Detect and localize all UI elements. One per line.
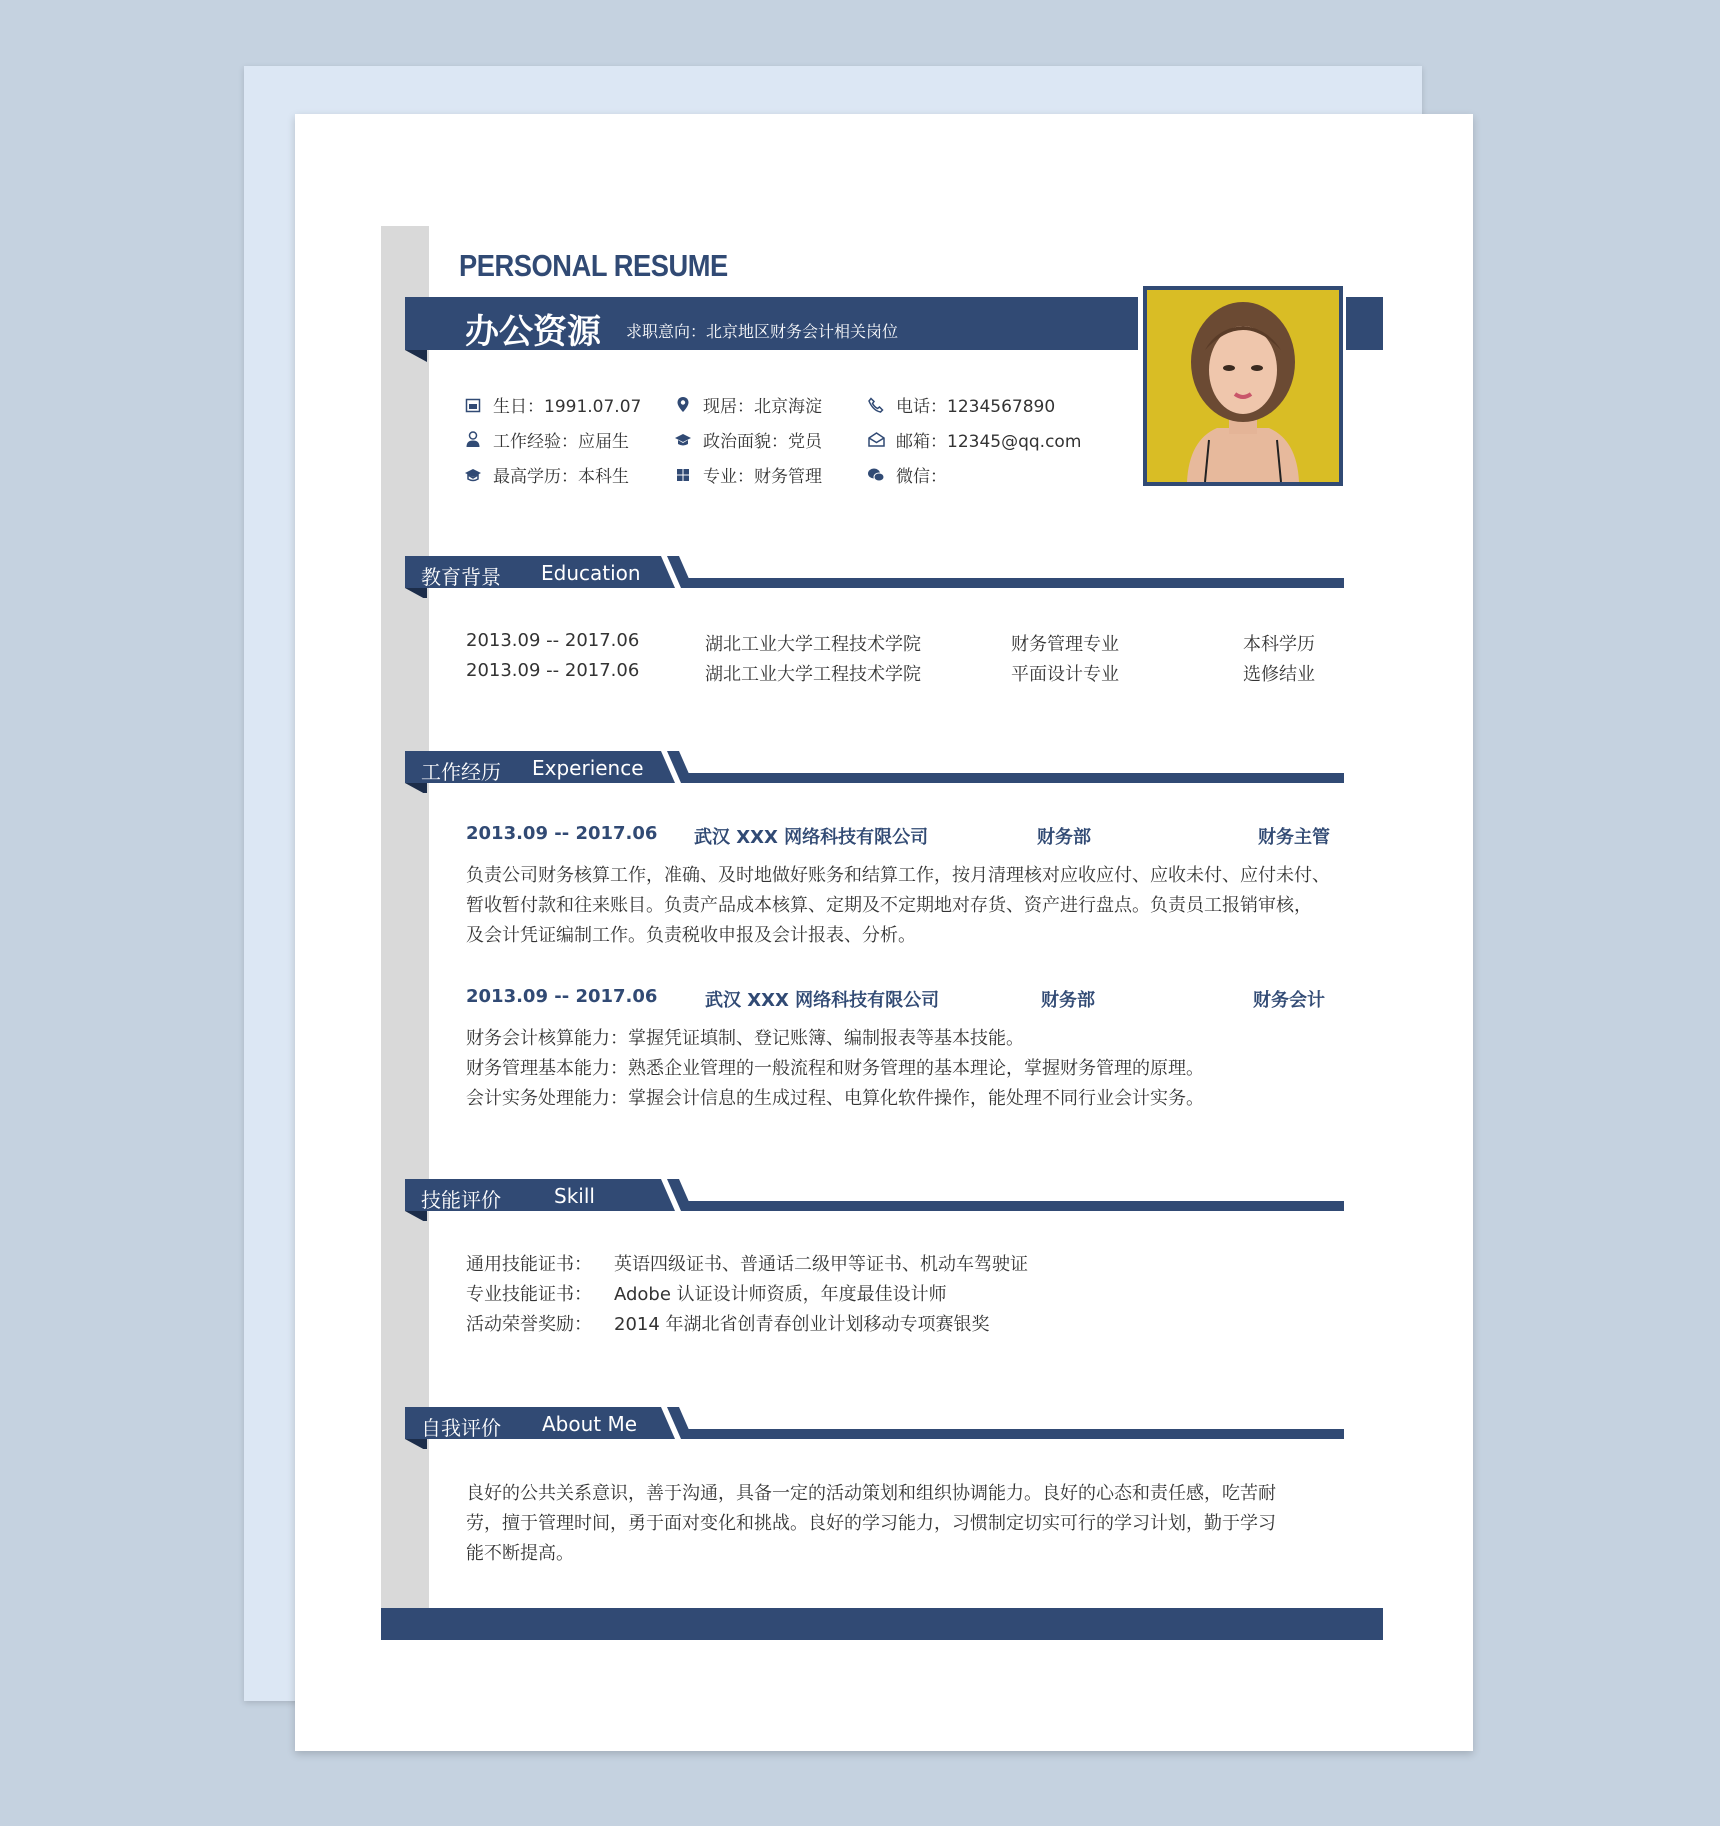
- experience-title-cn: 工作经历: [421, 760, 501, 784]
- edu-school-1: 湖北工业大学工程技术学院: [705, 634, 921, 655]
- edu-major-2: 平面设计专业: [1011, 664, 1119, 685]
- experience-title-en: Experience: [532, 756, 644, 780]
- job-role-1: 财务主管: [1258, 827, 1330, 848]
- skill-title-cn: 技能评价: [421, 1188, 501, 1212]
- edu-date-1: 2013.09 -- 2017.06: [466, 630, 640, 651]
- graduation-cap-icon: [463, 468, 483, 482]
- about-line: 能不断提高。: [466, 1543, 574, 1564]
- info-degree: [463, 462, 629, 487]
- education-title-cn: 教育背景: [421, 565, 501, 589]
- job-desc-2-line: 财务管理基本能力：熟悉企业管理的一般流程和财务管理的基本理论，掌握财务管理的原理。: [466, 1058, 1204, 1079]
- section-head-about: [405, 1407, 1345, 1449]
- job-company-1: 武汉 XXX 网络科技有限公司: [694, 827, 929, 848]
- wechat-text: 微信：: [896, 467, 947, 487]
- job-dept-2: 财务部: [1041, 990, 1095, 1011]
- skill-value-3: 2014 年湖北省创青春创业计划移动专项赛银奖: [614, 1314, 990, 1335]
- skill-label-3: 活动荣誉奖励：: [466, 1314, 592, 1335]
- wechat-icon: [866, 467, 886, 483]
- edu-degree-1: 本科学历: [1243, 634, 1315, 655]
- edu-degree-2: 选修结业: [1243, 664, 1315, 685]
- experience-text: 工作经验：应届生: [493, 432, 629, 452]
- about-title-cn: 自我评价: [421, 1416, 501, 1440]
- job-intent: 求职意向：北京地区财务会计相关岗位: [626, 322, 899, 341]
- section-head-education: [405, 556, 1345, 598]
- info-politics: [673, 427, 822, 452]
- birth-text: 生日：1991.07.07: [493, 397, 642, 417]
- edu-date-2: 2013.09 -- 2017.06: [466, 660, 640, 681]
- skill-label-2: 专业技能证书：: [466, 1284, 592, 1305]
- email-text: 邮箱：12345@qq.com: [896, 432, 1082, 452]
- job-desc-1-line: 及会计凭证编制工作。负责税收申报及会计报表、分析。: [466, 925, 916, 946]
- info-phone: [866, 392, 1055, 417]
- info-email: [866, 427, 1081, 452]
- job-desc-2-line: 会计实务处理能力：掌握会计信息的生成过程、电算化软件操作，能处理不同行业会计实务。: [466, 1088, 1204, 1109]
- about-title-en: About Me: [542, 1412, 638, 1436]
- about-text: [466, 1479, 1346, 1569]
- skill-title-en: Skill: [554, 1184, 595, 1208]
- resume-title: PERSONAL RESUME: [459, 248, 728, 283]
- info-residence: [673, 392, 822, 417]
- section-head-skill: [405, 1179, 1345, 1221]
- mortarboard-icon: [673, 433, 693, 447]
- info-birth: [463, 392, 641, 417]
- job-role-2: 财务会计: [1253, 990, 1325, 1011]
- windows-grid-icon: [673, 468, 693, 482]
- job-desc-1-line: 暂收暂付款和往来账目。负责产品成本核算、定期及不定期地对存货、资产进行盘点。负责员工报销审核，: [466, 895, 1312, 916]
- candidate-name: 办公资源: [465, 312, 601, 352]
- job-desc-1-line: 负责公司财务核算工作，准确、及时地做好账务和结算工作，按月清理核对应收应付、应收未付、应付未付、: [466, 865, 1330, 886]
- resume: [381, 226, 1383, 1640]
- profile-photo: [1143, 286, 1343, 486]
- degree-text: 最高学历：本科生: [493, 467, 629, 487]
- phone-icon: [866, 397, 886, 413]
- politics-text: 政治面貌：党员: [703, 432, 822, 452]
- skill-value-1: 英语四级证书、普通话二级甲等证书、机动车驾驶证: [614, 1254, 1028, 1275]
- job-company-2: 武汉 XXX 网络科技有限公司: [705, 990, 940, 1011]
- major-text: 专业：财务管理: [703, 467, 822, 487]
- residence-text: 现居：北京海淀: [703, 397, 822, 417]
- info-experience: [463, 427, 629, 452]
- about-line: 劳，擅于管理时间，勇于面对变化和挑战。良好的学习能力，习惯制定切实可行的学习计划，勤于学习: [466, 1513, 1276, 1534]
- person-icon: [463, 431, 483, 448]
- mail-icon: [866, 432, 886, 447]
- skill-value-2: Adobe 认证设计师资质，年度最佳设计师: [614, 1284, 947, 1305]
- phone-text: 电话：1234567890: [896, 397, 1056, 417]
- name-bar-fold: [405, 350, 427, 362]
- calendar-icon: [463, 397, 483, 413]
- job-date-1: 2013.09 -- 2017.06: [466, 823, 658, 844]
- section-head-experience: [405, 751, 1345, 793]
- name-bar-right: [1346, 297, 1383, 350]
- location-pin-icon: [673, 396, 693, 413]
- side-strip: [381, 226, 429, 1608]
- job-desc-1: [466, 861, 1346, 951]
- job-desc-2: [466, 1024, 1346, 1114]
- edu-major-1: 财务管理专业: [1011, 634, 1119, 655]
- skill-label-1: 通用技能证书：: [466, 1254, 592, 1275]
- edu-school-2: 湖北工业大学工程技术学院: [705, 664, 921, 685]
- about-line: 良好的公共关系意识，善于沟通，具备一定的活动策划和组织协调能力。良好的心态和责任感，吃苦耐: [466, 1483, 1276, 1504]
- job-date-2: 2013.09 -- 2017.06: [466, 986, 658, 1007]
- job-desc-2-line: 财务会计核算能力：掌握凭证填制、登记账簿、编制报表等基本技能。: [466, 1028, 1024, 1049]
- job-dept-1: 财务部: [1037, 827, 1091, 848]
- bottom-bar: [381, 1608, 1383, 1640]
- education-title-en: Education: [541, 561, 641, 585]
- info-major: [673, 462, 822, 487]
- info-wechat: [866, 462, 947, 487]
